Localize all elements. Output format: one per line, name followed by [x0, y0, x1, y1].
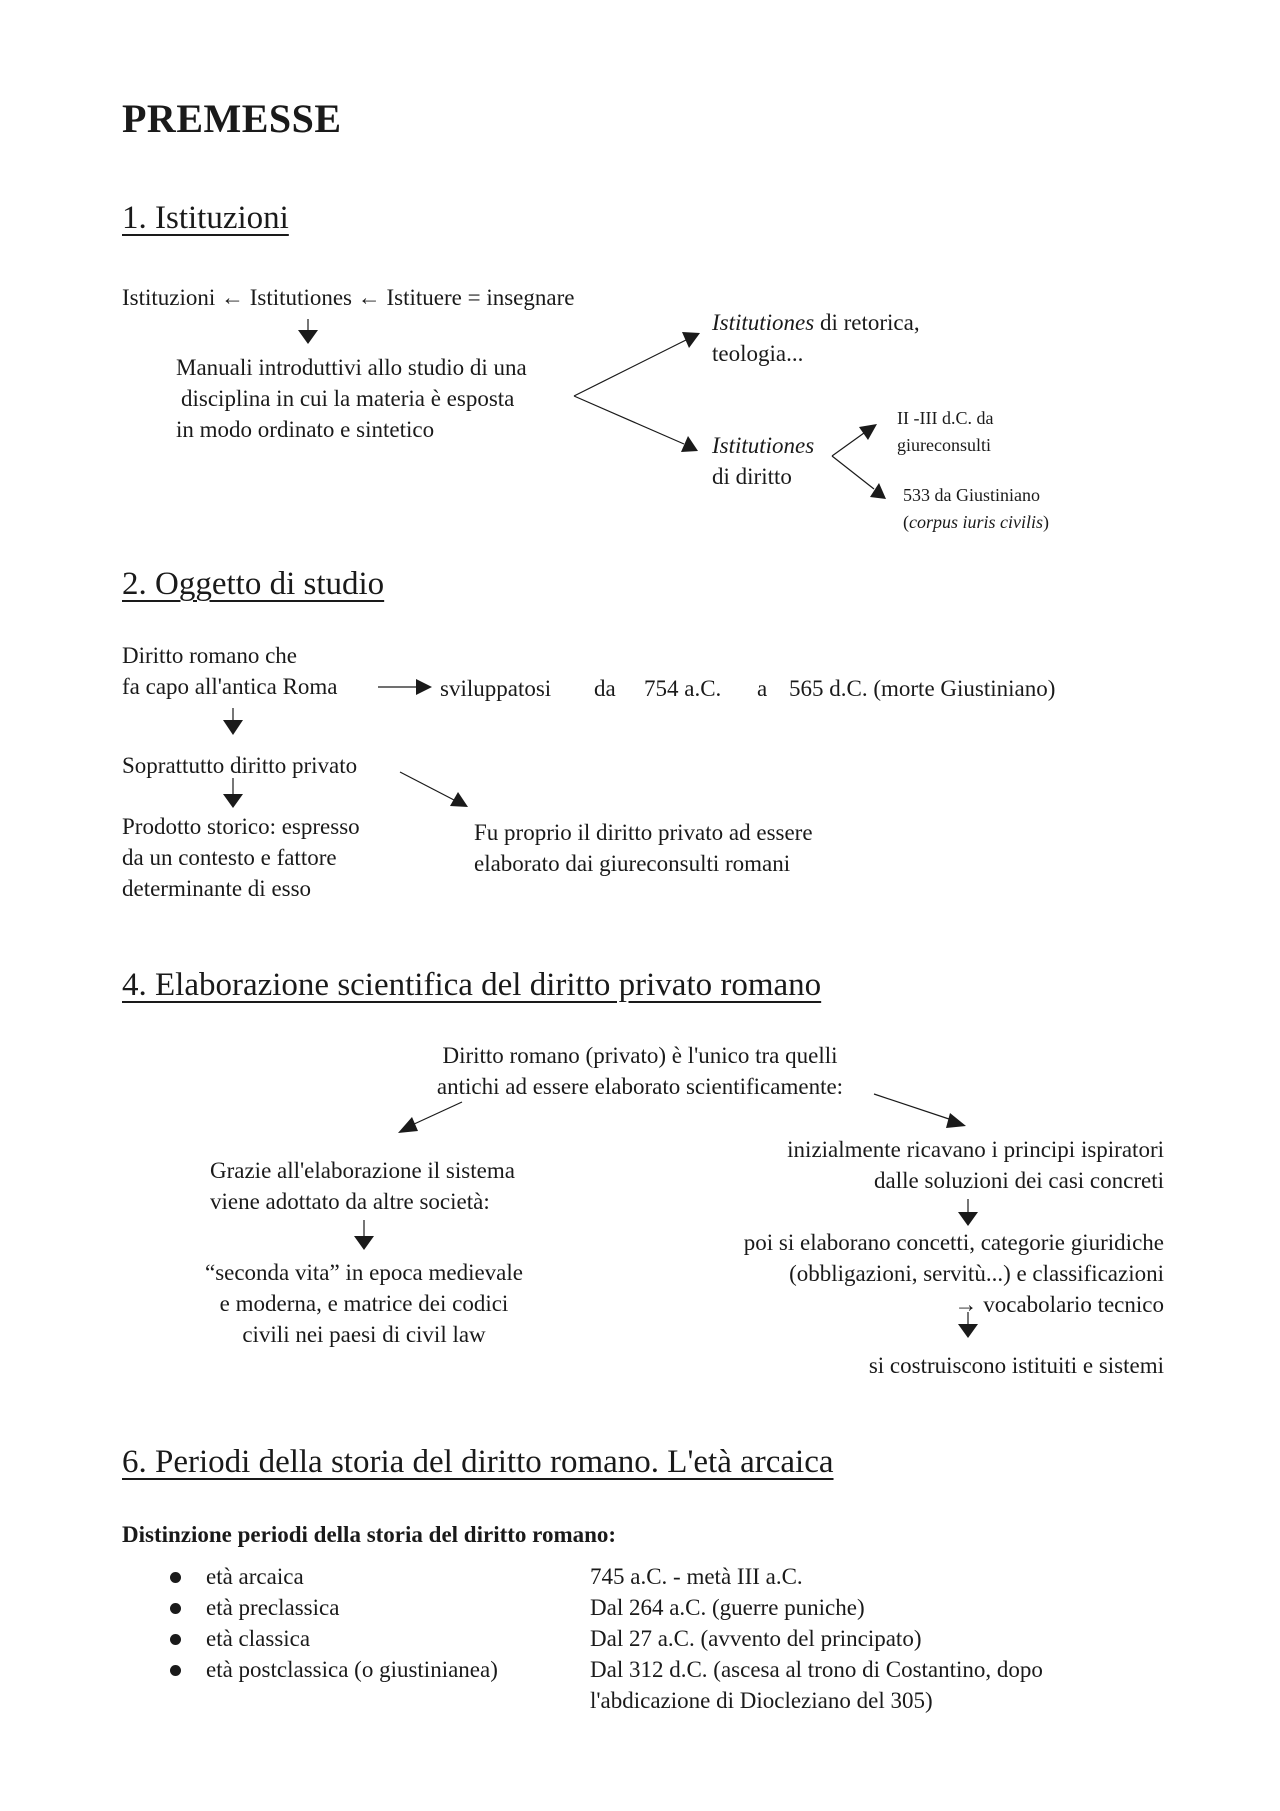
- prodotto-line: da un contesto e fattore: [122, 845, 337, 870]
- end-date: 565 d.C. (morte Giustiniano): [789, 676, 1056, 701]
- paren-open: (: [903, 512, 909, 532]
- start-date: 754 a.C.: [644, 676, 722, 701]
- diritto-romano-line: fa capo all'antica Roma: [122, 674, 338, 699]
- inizialmente-block: [640, 1134, 1164, 1196]
- inizialmente-line: dalle soluzioni dei casi concreti: [874, 1168, 1164, 1193]
- istitutiones-diritto: [712, 430, 814, 492]
- fu-proprio-line: elaborato dai giureconsulti romani: [474, 851, 791, 876]
- manuali-line: in modo ordinato e sintetico: [176, 417, 435, 442]
- diritto-romano-line: Diritto romano che: [122, 643, 298, 668]
- period-name: età classica: [206, 1626, 311, 1651]
- poi-line: poi si elaborano concetti, categorie giuridiche: [743, 1230, 1164, 1255]
- paren-close: ): [1043, 512, 1049, 532]
- period-date: 745 a.C. - metà III a.C.: [590, 1564, 803, 1589]
- diritto-italic: Istitutiones: [712, 433, 815, 458]
- page-title: PREMESSE: [122, 96, 342, 141]
- intro-line: Diritto romano (privato) è l'unico tra quelli: [442, 1043, 838, 1068]
- privato-label: Soprattutto diritto privato: [122, 753, 358, 778]
- period-name: età postclassica (o giustinianea): [206, 1657, 498, 1682]
- retorica-line2: teologia...: [712, 341, 804, 366]
- manuali-line: Manuali introduttivi allo studio di una: [176, 355, 527, 380]
- da-label: da: [594, 676, 616, 701]
- etymology-line: Istituzioni ← Istitutiones ← Istituere = insegnare: [122, 285, 575, 310]
- retorica-rest: di retorica,: [814, 310, 920, 335]
- bullet: [170, 1665, 181, 1676]
- bullet: [170, 1603, 181, 1614]
- giureconsulti-line: II -III d.C. da: [897, 408, 994, 428]
- grazie-block: [210, 1155, 515, 1217]
- costruiscono-line: si costruiscono istituiti e sistemi: [868, 1353, 1164, 1378]
- poi-block: [640, 1227, 1164, 1320]
- period-date-continuation: l'abdicazione di Diocleziano del 305): [590, 1688, 933, 1713]
- prodotto-line: determinante di esso: [122, 876, 312, 901]
- seconda-vita-line: e moderna, e matrice dei codici: [219, 1291, 509, 1316]
- diritto-line2: di diritto: [712, 464, 792, 489]
- period-date: Dal 312 d.C. (ascesa al trono di Costantino, dopo: [590, 1657, 1043, 1682]
- bullet: [170, 1634, 181, 1645]
- corpus-iuris-italic: corpus iuris civilis: [909, 512, 1043, 532]
- poi-line: → vocabolario tecnico: [954, 1292, 1164, 1317]
- retorica-italic: Istitutiones: [712, 310, 815, 335]
- manuali-line: disciplina in cui la materia è esposta: [181, 386, 515, 411]
- intro-line: antichi ad essere elaborato scientificamente:: [436, 1074, 844, 1099]
- fu-proprio-line: Fu proprio il diritto privato ad essere: [474, 820, 813, 845]
- seconda-vita-line: civili nei paesi di civil law: [242, 1322, 486, 1347]
- istitutiones-retorica: [712, 307, 920, 369]
- giureconsulti-note: [897, 405, 993, 459]
- period-date: Dal 27 a.C. (avvento del principato): [590, 1626, 922, 1651]
- section-heading-elaborazione: 4. Elaborazione scientifica del diritto privato romano: [122, 967, 822, 1003]
- prodotto-block: [122, 811, 360, 904]
- period-name: età preclassica: [206, 1595, 340, 1620]
- grazie-line: Grazie all'elaborazione il sistema: [210, 1158, 515, 1183]
- seconda-vita-line: “seconda vita” in epoca medievale: [204, 1260, 523, 1285]
- sviluppatosi-label: sviluppatosi: [440, 676, 552, 701]
- fu-proprio-block: [474, 817, 813, 879]
- giustiniano-note: [903, 482, 1049, 536]
- section-heading-oggetto: 2. Oggetto di studio: [122, 566, 385, 602]
- bullet: [170, 1572, 181, 1583]
- period-date: Dal 264 a.C. (guerre puniche): [590, 1595, 865, 1620]
- prodotto-line: Prodotto storico: espresso: [122, 814, 360, 839]
- intro-block: [390, 1040, 890, 1102]
- poi-line: (obbligazioni, servitù...) e classificazioni: [789, 1261, 1164, 1286]
- a-label: a: [757, 676, 768, 701]
- diritto-romano-block: [122, 640, 338, 702]
- manuali-block: [176, 352, 527, 445]
- inizialmente-line: inizialmente ricavano i principi ispiratori: [787, 1137, 1164, 1162]
- section-heading-periodi: 6. Periodi della storia del diritto romano. L'età arcaica: [122, 1444, 834, 1480]
- period-name: età arcaica: [206, 1564, 304, 1589]
- giustiniano-line1: 533 da Giustiniano: [903, 485, 1040, 505]
- seconda-vita-block: [170, 1257, 558, 1350]
- section-heading-istituzioni: 1. Istituzioni: [122, 200, 289, 236]
- giureconsulti-line: giureconsulti: [897, 435, 991, 455]
- periods-subheading: Distinzione periodi della storia del diritto romano:: [122, 1522, 617, 1547]
- grazie-line: viene adottato da altre società:: [210, 1189, 490, 1214]
